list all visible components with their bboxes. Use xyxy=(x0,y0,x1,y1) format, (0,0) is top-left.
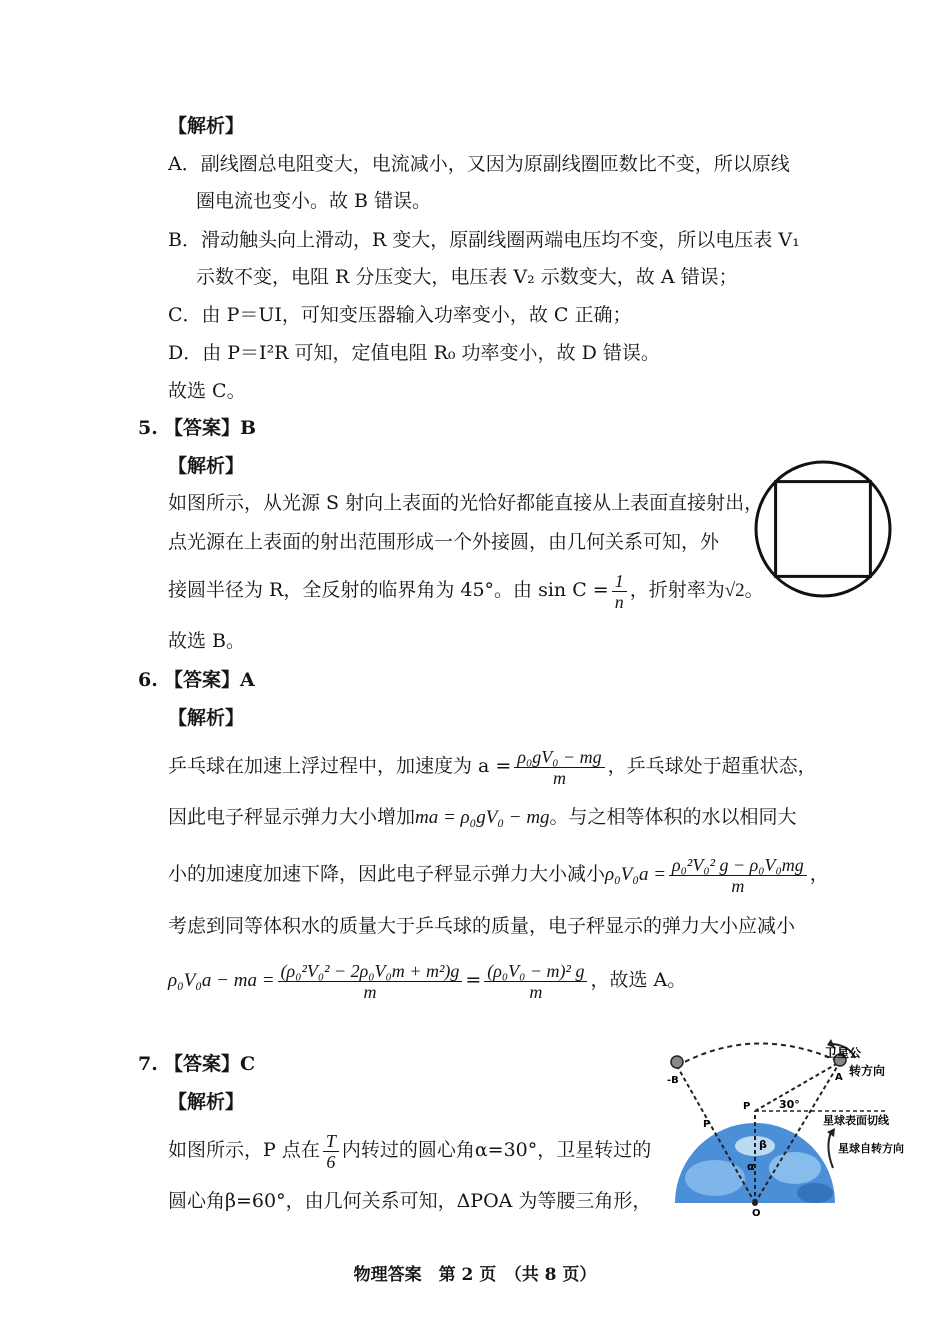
q5-conclusion: 故选 B。 xyxy=(168,630,246,652)
q6-line-5-lhs: ρ₀V₀a − ma = xyxy=(168,970,275,991)
q6-line-5-text-b: ，故选 A。 xyxy=(590,969,687,991)
q5-line-3-text-a: 接圆半径为 R，全反射的临界角为 45°。由 sin C = xyxy=(168,579,609,601)
q7-figure-label-spin-dir: 星球自转方向 xyxy=(838,1142,904,1155)
q6-line-4: 考虑到同等体积水的质量大于乒乓球的质量，电子秤显示的弹力大小应减小 xyxy=(168,915,796,937)
q7-figure-satellite-orbit xyxy=(655,1028,925,1218)
q6-line-2-equation: ma = ρ₀gV₀ − mg xyxy=(415,807,550,828)
q5-line-2: 点光源在上表面的射出范围形成一个外接圆，由几何关系可知，外 xyxy=(168,531,720,553)
q6-line-3-lhs: ρ₀V₀a = xyxy=(605,864,667,885)
q6-line-5-denominator-2: m xyxy=(529,981,543,1002)
q5-figure-circumscribed-circle xyxy=(752,458,894,600)
q6-line-1-text-b: ，乒乓球处于超重状态， xyxy=(607,755,817,777)
q6-line-3-text-a: 小的加速度加速下降，因此电子秤显示弹力大小减小 xyxy=(168,863,606,885)
q4-option-b-line-1: B．滑动触头向上滑动，R 变大，原副线圈两端电压均不变，所以电压表 V₁ xyxy=(168,229,800,251)
q5-fraction-numerator: 1 xyxy=(612,571,627,592)
q6-acceleration-fraction xyxy=(514,747,604,788)
q5-figure-square xyxy=(776,482,871,577)
q7-figure-label-satellite-dir-2: 转方向 xyxy=(849,1064,886,1078)
q5-answer: 【答案】B xyxy=(164,417,257,439)
q7-figure-spin-arrowhead-icon xyxy=(827,1128,835,1137)
q6-acceleration-numerator: ρ₀gV₀ − mg xyxy=(514,747,604,768)
q7-line-1-text-b: 内转过的圆心角α=30°，卫星转过的 xyxy=(341,1139,652,1161)
q6-analysis-label: 【解析】 xyxy=(168,707,245,729)
q5-number: 5. xyxy=(138,417,158,439)
q7-figure-label-tangent: 星球表面切线 xyxy=(823,1114,889,1127)
q7-figure-label-satellite-dir-1: 卫星公 xyxy=(825,1046,862,1060)
q4-conclusion: 故选 C。 xyxy=(168,380,246,402)
q7-figure-spin-arrow-icon xyxy=(828,1132,833,1168)
q6-line-3-fraction xyxy=(669,855,807,896)
q4-analysis-label: 【解析】 xyxy=(168,115,245,137)
q5-line-3-text-b: ，折射率为 xyxy=(629,579,725,601)
q7-figure-label-alpha: α xyxy=(747,1160,755,1173)
q7-figure-label-beta: β xyxy=(759,1138,767,1151)
q7-period-fraction xyxy=(323,1131,339,1172)
q6-line-1-text-a: 乒乓球在加速上浮过程中，加速度为 a = xyxy=(168,755,512,777)
q7-figure-label-p-prime: P xyxy=(703,1119,711,1130)
q6-line-2 xyxy=(168,805,797,830)
q6-answer: 【答案】A xyxy=(164,669,255,691)
q6-line-3-text-b: ， xyxy=(809,863,829,885)
q6-line-2-text-b: 。与之相等体积的水以相同大 xyxy=(549,806,797,828)
q6-line-5-equals: = xyxy=(465,969,482,991)
q7-number: 7. xyxy=(138,1053,158,1075)
q4-option-d: D．由 P＝I²R 可知，定值电阻 R₀ 功率变小，故 D 错误。 xyxy=(168,342,660,364)
q7-line-1-text-a: 如图所示，P 点在 xyxy=(168,1139,320,1161)
q5-fraction-1-over-n xyxy=(612,571,627,612)
q7-figure-center-point xyxy=(752,1200,758,1206)
q6-line-5-fraction-2 xyxy=(484,961,587,1002)
q6-line-3-numerator: ρ₀²V₀² g − ρ₀V₀mg xyxy=(669,855,807,876)
q6-line-3-denominator: m xyxy=(731,875,745,896)
q6-line-1 xyxy=(168,742,817,790)
q5-line-1: 如图所示，从光源 S 射向上表面的光恰好都能直接从上表面直接射出， xyxy=(168,492,764,514)
q4-option-c: C．由 P＝UI，可知变压器输入功率变小，故 C 正确； xyxy=(168,304,632,326)
q6-line-3 xyxy=(168,850,829,899)
q4-option-a-line-2: 圈电流也变小。故 B 错误。 xyxy=(196,190,432,212)
q7-figure-label-30: 30° xyxy=(779,1098,800,1111)
q7-figure-satellite-b-icon xyxy=(671,1056,683,1068)
q5-fraction-denominator: n xyxy=(614,591,624,612)
q4-option-a-line-1: A．副线圈总电阻变大，电流减小，又因为原副线圈匝数比不变，所以原线 xyxy=(168,153,790,175)
q7-line-1 xyxy=(168,1126,651,1174)
q4-option-b-line-2: 示数不变，电阻 R 分压变大，电压表 V₂ 示数变大，故 A 错误； xyxy=(196,266,738,288)
q7-period-numerator: T xyxy=(323,1131,339,1152)
page-footer: 物理答案 第 2 页 （共 8 页） xyxy=(353,1265,597,1285)
q7-figure-label-b: -B xyxy=(667,1075,679,1086)
q5-line-3-text-c: 。 xyxy=(744,579,764,601)
q7-analysis-label: 【解析】 xyxy=(168,1091,245,1113)
q6-number: 6. xyxy=(138,669,158,691)
q6-acceleration-denominator: m xyxy=(552,767,566,788)
q5-line-3 xyxy=(168,566,764,615)
q6-line-5-numerator-2: (ρ₀V₀ − m)² g xyxy=(484,961,587,982)
q7-period-denominator: 6 xyxy=(326,1151,336,1172)
q5-analysis-label: 【解析】 xyxy=(168,455,245,477)
q6-line-5-denominator-1: m xyxy=(363,981,377,1002)
q7-figure-label-a: A xyxy=(835,1072,843,1083)
q6-line-5-numerator-1: (ρ₀²V₀² − 2ρ₀V₀m + m²)g xyxy=(278,961,463,982)
q6-line-5-fraction-1 xyxy=(278,961,463,1002)
q6-line-2-text-a: 因此电子秤显示弹力大小增加 xyxy=(168,806,416,828)
q7-figure-label-o: O xyxy=(752,1208,761,1218)
q7-figure-label-p: P xyxy=(743,1101,751,1112)
q7-answer: 【答案】C xyxy=(164,1053,256,1075)
q6-line-5 xyxy=(168,956,686,1005)
q7-figure-orbit-arc xyxy=(677,1043,840,1066)
q7-line-2: 圆心角β=60°，由几何关系可知，ΔPOA 为等腰三角形， xyxy=(168,1190,652,1212)
q5-sqrt-two: √2 xyxy=(724,580,745,601)
q7-figure-planet xyxy=(675,1123,835,1203)
